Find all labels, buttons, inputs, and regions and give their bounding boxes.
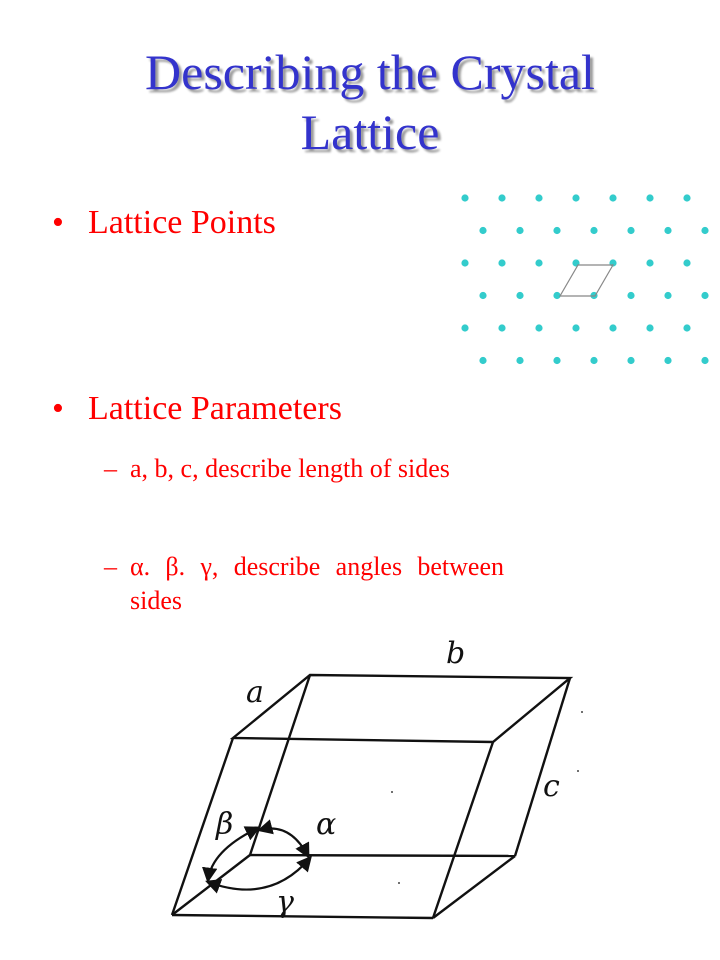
cell-bottom-right [433, 856, 515, 918]
lattice-point [664, 292, 671, 299]
lattice-point [683, 324, 690, 331]
lattice-point [461, 259, 468, 266]
lattice-point [516, 292, 523, 299]
cell-bottom-left [172, 855, 250, 915]
title-line-1: Describing the Crystal [145, 44, 595, 100]
lattice-point [627, 227, 634, 234]
title-line-2: Lattice [300, 104, 440, 160]
lattice-point [553, 227, 560, 234]
label-alpha: α [316, 807, 337, 842]
cell-top-face [233, 675, 570, 742]
lattice-point [609, 194, 616, 201]
lattice-point [590, 227, 597, 234]
lattice-point [516, 357, 523, 364]
lattice-point [479, 292, 486, 299]
lattice-points-diagram [440, 180, 720, 380]
lattice-point [516, 227, 523, 234]
label-b: b [446, 636, 466, 671]
sub-item-text: α. β. γ, describe angles between sides [130, 552, 504, 615]
lattice-point [646, 324, 653, 331]
lattice-point [701, 292, 708, 299]
lattice-point [498, 324, 505, 331]
lattice-point [664, 227, 671, 234]
cell-bottom-back [250, 855, 515, 856]
cell-bottom-front [172, 915, 433, 918]
lattice-point [461, 194, 468, 201]
cell-edge-back-right [515, 678, 570, 856]
lattice-point [627, 357, 634, 364]
lattice-point [646, 194, 653, 201]
lattice-unit-cell-outline [560, 265, 613, 296]
lattice-point [535, 259, 542, 266]
bullet-label: Lattice Points [88, 204, 276, 241]
unit-cell-edges [172, 675, 570, 918]
lattice-point [553, 357, 560, 364]
lattice-point [498, 259, 505, 266]
lattice-point [683, 194, 690, 201]
lattice-point [479, 357, 486, 364]
bullet-dot: • [52, 390, 64, 427]
sub-dash: – [104, 454, 117, 483]
lattice-point [498, 194, 505, 201]
bullet-lattice-points [52, 204, 276, 242]
sub-item-text: a, b, c, describe length of sides [130, 454, 450, 483]
lattice-point [553, 292, 560, 299]
lattice-point [535, 194, 542, 201]
lattice-point [627, 292, 634, 299]
slide-title [0, 42, 720, 162]
label-beta: β [216, 807, 234, 842]
label-c: c [543, 769, 560, 804]
lattice-point [664, 357, 671, 364]
gamma-arc [208, 858, 310, 890]
lattice-point [535, 324, 542, 331]
cell-edge-front-right [433, 742, 493, 918]
lattice-point [683, 259, 690, 266]
sub-item-angles [104, 550, 504, 618]
lattice-point [701, 357, 708, 364]
lattice-point [479, 227, 486, 234]
lattice-point [646, 259, 653, 266]
sub-dash: – [104, 552, 117, 581]
unit-cell-diagram [150, 630, 610, 940]
lattice-point [461, 324, 468, 331]
bullet-dot: • [52, 204, 64, 241]
bullet-label: Lattice Parameters [88, 390, 342, 427]
label-a: a [246, 675, 264, 710]
bullet-lattice-parameters [52, 390, 342, 428]
lattice-point [609, 324, 616, 331]
lattice-point [572, 194, 579, 201]
alpha-arc [260, 828, 308, 856]
lattice-point [572, 324, 579, 331]
sub-item-lengths [104, 452, 504, 486]
lattice-point [701, 227, 708, 234]
label-gamma: γ [276, 885, 294, 920]
lattice-point [590, 357, 597, 364]
lattice-dots [461, 194, 708, 364]
